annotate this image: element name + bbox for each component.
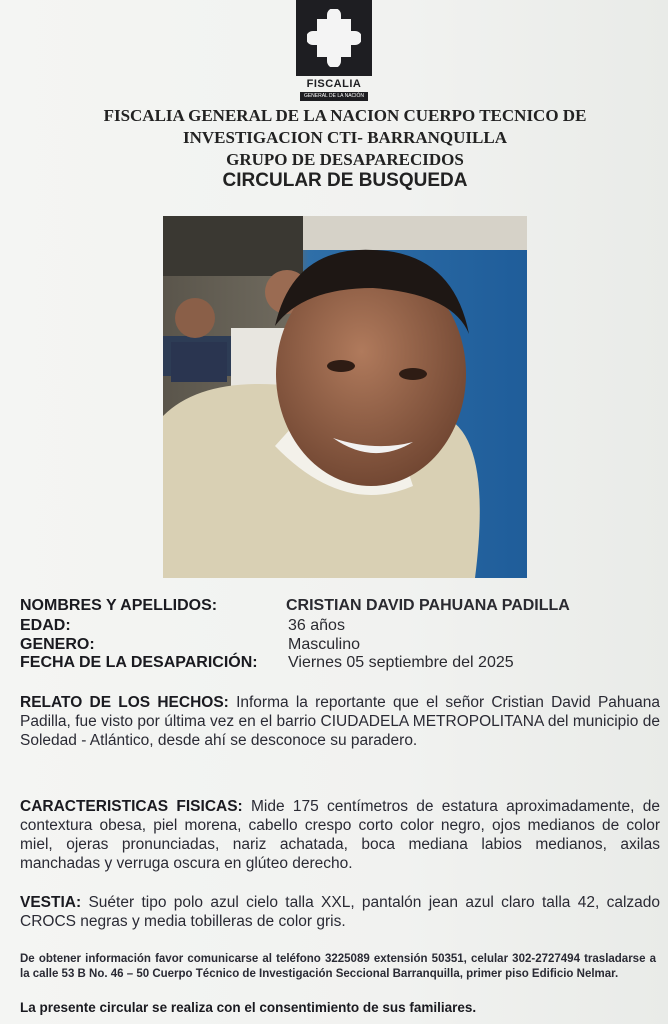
physical-traits-paragraph (20, 797, 660, 873)
puzzle-piece-icon (296, 0, 372, 76)
logo-wordmark: FISCALIA (306, 78, 362, 90)
age-value: 36 años (288, 617, 345, 634)
header-line-1: FISCALIA GENERAL DE LA NACION CUERPO TECNICO DE (103, 106, 587, 125)
contact-info: De obtener información favor comunicarse al teléfono 3225089 extensión 50351, celular 302-2727494 trasladarse a la calle 53 B No. 46 – 50 Cuerpo Técnico de Investigación Seccional Barranquilla, primer piso Edificio Nelmar. (20, 953, 656, 980)
events-text: Informa la reportante que el señor Cristian David Pahuana Padilla, fue visto por última vez en el barrio CIUDADELA METROPOLITANA del municipio de Soledad - Atlántico, desde ahí se desconoce su paradero. (20, 694, 661, 749)
physical-traits-text: Mide 175 centímetros de estatura aproximadamente, de contextura obesa, piel morena, cabello crespo corto color negro, ojos medianos de color miel, ojeras pronunciadas, nariz achatada, boca mediana labios medianos, axilas manchadas y verruga oscura en glúteo derecho. (20, 798, 660, 872)
document-title: CIRCULAR DE BUSQUEDA (222, 170, 468, 191)
physical-traits-label: CARACTERISTICAS FISICAS: (20, 798, 243, 815)
age-label: EDAD: (20, 617, 71, 634)
missing-person-photo (163, 216, 527, 578)
gender-value: Masculino (288, 636, 361, 653)
gender-label: GENERO: (20, 636, 95, 653)
name-label: NOMBRES Y APELLIDOS: (20, 597, 218, 614)
consent-statement: La presente circular se realiza con el consentimiento de sus familiares. (20, 1000, 477, 1015)
clothing-label: VESTIA: (20, 894, 82, 911)
name-value: CRISTIAN DAVID PAHUANA PADILLA (286, 597, 570, 614)
events-label: RELATO DE LOS HECHOS: (20, 694, 229, 711)
clothing-paragraph (20, 893, 660, 931)
events-paragraph (20, 693, 660, 750)
disappearance-date-label: FECHA DE LA DESAPARICIÓN: (20, 654, 258, 671)
clothing-text: Suéter tipo polo azul cielo talla XXL, pantalón jean azul claro talla 42, calzado CROCS negras y media tobilleras de color gris. (20, 894, 660, 930)
disappearance-date-value: Viernes 05 septiembre del 2025 (288, 654, 514, 671)
header-line-2: INVESTIGACION CTI- BARRANQUILLA (183, 128, 507, 147)
header-line-3: GRUPO DE DESAPARECIDOS (226, 150, 464, 169)
fiscalia-logo (296, 0, 372, 104)
logo-subtitle: GENERAL DE LA NACIÓN (300, 92, 368, 101)
